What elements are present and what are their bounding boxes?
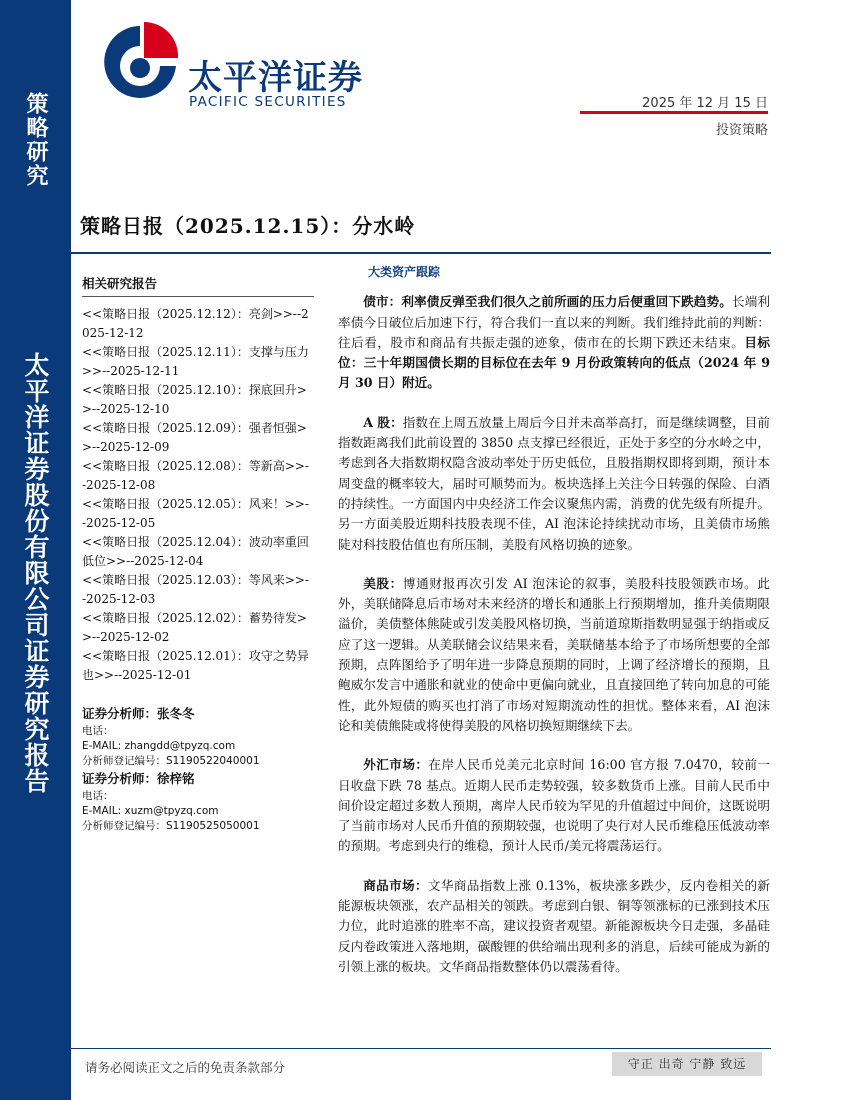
sidebar-category-label: 策略研究	[23, 92, 49, 188]
fx-lead: 外汇市场：	[363, 757, 429, 773]
related-report-link[interactable]: <<策略日报（2025.12.05）：风来！>>--2025-12-05	[82, 497, 309, 530]
analyst-email[interactable]: E-MAIL: zhangdd@tpyzq.com	[82, 740, 236, 752]
analyst-registration: 分析师登记编号：S1190525050001	[82, 820, 260, 832]
ashare-paragraph	[338, 413, 770, 555]
report-category: 投资策略	[715, 123, 768, 138]
left-sidebar	[0, 0, 71, 1100]
related-reports-heading: 相关研究报告	[82, 276, 158, 291]
analyst-phone: 电话：	[82, 725, 114, 737]
fx-body: 在岸人民币兑美元北京时间 16:00 官方报 7.0470，较前一日收盘下跌 78 基点。近期人民币走势较强，较多数货币上涨。目前人民币中间价设定超过多数人预期，离岸人民币较为罕见的升值超过中间价，这既说明了当前市场对人民币升值的预期较强，也说明了央行对人民币维稳压低波动率的预期。考虑到央行的维稳，预计人民币/美元将震荡运行。	[338, 757, 771, 854]
brand-name-cn: 太平洋证券	[188, 58, 363, 98]
sidebar-company-label: 太平洋证券股份有限公司证券研究报告	[21, 352, 50, 794]
related-report-link[interactable]: <<策略日报（2025.12.12）：亮剑>>--2025-12-12	[82, 307, 309, 340]
ashare-lead: A 股：	[363, 414, 403, 430]
related-report-link[interactable]: <<策略日报（2025.12.04）：波动率重回低位>>--2025-12-04	[82, 535, 309, 568]
analyst-phone: 电话：	[82, 790, 114, 802]
section-heading: 大类资产跟踪	[368, 265, 441, 279]
usstock-body: 博通财报再次引发 AI 泡沫论的叙事，美股科技股领跌市场。此外，美联储降息后市场对未来经济的增长和通胀上行预期增加，推升美债期限溢价，美债整体熊陡或引发美股风格切换，当前道琼斯指数明显强于纳指或反应了这一逻辑。从美联储会议结果来看，美联储基本给予了市场所想要的全部预期，点阵图给予了明年进一步降息预期的同时，上调了经济增长的预期，且鲍威尔发言中通胀和就业的使命中更偏向就业，且直接回绝了转向加息的可能性，此外短债的购买也打消了市场对短期流动性的担忧。整体来看，AI 泡沫论和美债熊陡或将使得美股的风格切换短期继续下去。	[338, 575, 770, 733]
related-reports-list	[82, 305, 312, 684]
related-report-link[interactable]: <<策略日报（2025.12.10）：探底回升>>--2025-12-10	[82, 383, 307, 416]
bond-target: 目标位：三十年期国债长期的目标位在去年 9 月份政策转向的低点（2024 年 9 月 30 日）附近。	[338, 334, 771, 391]
footer-divider	[71, 1048, 771, 1049]
bond-lead: 债市：利率债反弹至我们很久之前所画的压力后便重回下跌趋势。	[363, 294, 732, 310]
left-column	[82, 274, 312, 834]
analyst-email[interactable]: E-MAIL: xuzm@tpyzq.com	[82, 805, 219, 817]
related-report-link[interactable]: <<策略日报（2025.12.03）：等风来>>--2025-12-03	[82, 573, 309, 606]
bond-body: 长端利率债今日破位后加速下行，符合我们一直以来的判断。我们维持此前的判断：往后看，股市和商品有共振走强的迹象，债市在的长期下跌还未结束。	[338, 294, 771, 350]
related-report-link[interactable]: <<策略日报（2025.12.02）：蓄势待发>>--2025-12-02	[82, 611, 307, 644]
commodity-body: 文华商品指数上涨 0.13%，板块涨多跌少，反内卷相关的新能源板块领涨，农产品相关的领跌。考虑到白银、铜等领涨标的已涨到技术压力位，此时追涨的胜率不高，建议投资者观望。新能源板块今日走强，多晶硅反内卷政策进入落地期，碳酸锂的供给端出现利多的消息，后续可能成为新的引领上涨的板块。文华商品指数整体仍以震荡看待。	[338, 877, 771, 974]
fx-paragraph	[338, 755, 770, 856]
analyst-name: 证券分析师：张冬冬	[82, 706, 195, 721]
usstock-lead: 美股：	[363, 575, 403, 591]
related-report-link[interactable]: <<策略日报（2025.12.09）：强者恒强>>--2025-12-09	[82, 421, 307, 454]
report-title: 策略日报（2025.12.15）：分水岭	[80, 214, 416, 238]
analyst-info	[82, 704, 312, 834]
bond-paragraph	[338, 292, 770, 393]
header-accent-line	[580, 111, 768, 114]
analyst-registration: 分析师登记编号：S1190522040001	[82, 755, 260, 767]
footer-disclaimer: 请务必阅读正文之后的免责条款部分	[85, 1060, 286, 1075]
commodity-paragraph	[338, 876, 770, 977]
usstock-paragraph	[338, 574, 770, 736]
title-divider	[71, 252, 771, 254]
commodity-lead: 商品市场：	[363, 877, 428, 893]
ashare-body: 指数在上周五放量上周后今日并未高举高打，而是继续调整，目前指数距离我们此前设置的 3850 点支撑已经很近，正处于多空的分水岭之中，考虑到各大指数期权隐含波动率处于历史低位，且股指期权即将到期，预计本周变盘的概率较大，届时可顺势而为。板块选择上关注今日转强的保险、白酒的持续性。一方面国内中央经济工作会议聚焦内需，消费的优先级有所提升。另一方面美股近期科技股表现不佳，AI 泡沫论持续扰动市场，且美债市场熊陡对科技股估值也有所压制，美股有风格切换的迹象。	[338, 414, 771, 552]
pacific-securities-logo-icon	[100, 18, 180, 108]
report-date: 2025 年 12 月 15 日	[642, 96, 768, 111]
related-divider	[82, 296, 314, 297]
related-report-link[interactable]: <<策略日报（2025.12.08）：等新高>>--2025-12-08	[82, 459, 309, 492]
brand-name-en: PACIFIC SECURITIES	[189, 94, 347, 110]
main-content	[338, 262, 770, 996]
footer-motto: 守正 出奇 宁静 致远	[612, 1052, 762, 1076]
related-report-link[interactable]: <<策略日报（2025.12.11）：支撑与压力>>--2025-12-11	[82, 345, 309, 378]
related-report-link[interactable]: <<策略日报（2025.12.01）：攻守之势异也>>--2025-12-01	[82, 649, 309, 682]
analyst-name: 证券分析师：徐梓铭	[82, 771, 195, 786]
